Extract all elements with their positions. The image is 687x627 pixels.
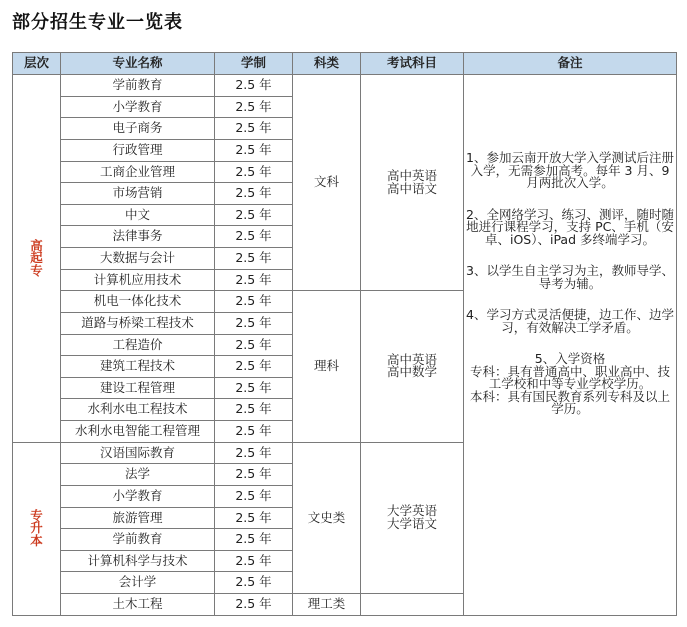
level-char: 高 [30, 237, 43, 253]
exam-subjects-cell [361, 442, 464, 593]
duration-cell: 2.5 年 [215, 464, 293, 486]
major-name-cell: 行政管理 [61, 139, 215, 161]
major-name-cell: 大数据与会计 [61, 248, 215, 270]
header-notes: 备注 [464, 53, 677, 75]
major-name-cell: 水利水电工程技术 [61, 399, 215, 421]
header-level: 层次 [13, 53, 61, 75]
major-name-cell: 中文 [61, 204, 215, 226]
category-cell: 理科 [293, 291, 361, 442]
level-char: 本 [30, 532, 43, 548]
table-body [13, 75, 677, 616]
duration-cell: 2.5 年 [215, 529, 293, 551]
note-line: 专科：具有普通高中、职业高中、技工学校和中等专业学校学历。 [469, 363, 670, 391]
duration-cell: 2.5 年 [215, 550, 293, 572]
majors-table [12, 52, 677, 616]
duration-cell: 2.5 年 [215, 399, 293, 421]
category-cell: 文史类 [293, 442, 361, 593]
duration-cell: 2.5 年 [215, 248, 293, 270]
level-char: 升 [30, 520, 43, 536]
category-cell: 理工类 [293, 594, 361, 616]
category-cell: 文科 [293, 75, 361, 291]
exam-subjects-cell [361, 594, 464, 616]
major-name-cell: 市场营销 [61, 183, 215, 205]
header-category: 科类 [293, 53, 361, 75]
major-name-cell: 会计学 [61, 572, 215, 594]
exam-subject: 高中语文 [386, 180, 437, 196]
note-paragraph: 1、参加云南开放大学入学测试后注册入学，无需参加高考。每年 3 月、9 月两批次入学。 [466, 150, 674, 190]
major-name-cell: 工商企业管理 [61, 161, 215, 183]
duration-cell: 2.5 年 [215, 269, 293, 291]
major-name-cell: 法律事务 [61, 226, 215, 248]
major-name-cell: 机电一体化技术 [61, 291, 215, 313]
duration-cell: 2.5 年 [215, 291, 293, 313]
major-name-cell: 道路与桥梁工程技术 [61, 312, 215, 334]
exam-subject: 大学语文 [386, 515, 437, 531]
duration-cell: 2.5 年 [215, 594, 293, 616]
duration-cell: 2.5 年 [215, 204, 293, 226]
duration-cell: 2.5 年 [215, 118, 293, 140]
page-title: 部分招生专业一览表 [12, 12, 183, 33]
level-char: 专 [30, 507, 43, 523]
level-cell [13, 442, 61, 615]
duration-cell: 2.5 年 [215, 161, 293, 183]
duration-cell: 2.5 年 [215, 139, 293, 161]
exam-subject: 高中英语 [386, 168, 437, 184]
note-line: 本科：具有国民教育系列专科及以上学历。 [469, 388, 670, 416]
exam-subjects-cell [361, 75, 464, 291]
duration-cell: 2.5 年 [215, 377, 293, 399]
duration-cell: 2.5 年 [215, 312, 293, 334]
major-name-cell: 计算机科学与技术 [61, 550, 215, 572]
major-name-cell: 土木工程 [61, 594, 215, 616]
header-major: 专业名称 [61, 53, 215, 75]
note-paragraph: 3、以学生自主学习为主，教师导学、导考为辅。 [466, 263, 674, 291]
duration-cell: 2.5 年 [215, 96, 293, 118]
header-exam: 考试科目 [361, 53, 464, 75]
major-name-cell: 法学 [61, 464, 215, 486]
exam-subject: 大学英语 [386, 503, 437, 519]
exam-subjects-cell [361, 291, 464, 442]
duration-cell: 2.5 年 [215, 226, 293, 248]
duration-cell: 2.5 年 [215, 334, 293, 356]
table-row [13, 75, 677, 97]
exam-subject: 高中数学 [386, 364, 437, 380]
duration-cell: 2.5 年 [215, 485, 293, 507]
duration-cell: 2.5 年 [215, 75, 293, 97]
exam-subject: 高中英语 [386, 351, 437, 367]
duration-cell: 2.5 年 [215, 572, 293, 594]
major-name-cell: 水利水电智能工程管理 [61, 421, 215, 443]
note-paragraph: 4、学习方式灵活便捷，边工作、边学习，有效解决工学矛盾。 [466, 307, 674, 335]
level-cell [13, 75, 61, 443]
major-name-cell: 小学教育 [61, 485, 215, 507]
duration-cell: 2.5 年 [215, 356, 293, 378]
level-char: 起 [30, 250, 43, 266]
duration-cell: 2.5 年 [215, 442, 293, 464]
major-name-cell: 汉语国际教育 [61, 442, 215, 464]
duration-cell: 2.5 年 [215, 183, 293, 205]
notes-cell [464, 75, 677, 616]
header-duration: 学制 [215, 53, 293, 75]
major-name-cell: 旅游管理 [61, 507, 215, 529]
table-header-row [13, 53, 677, 75]
note-line: 5、入学资格 [534, 351, 606, 366]
major-name-cell: 计算机应用技术 [61, 269, 215, 291]
major-name-cell: 小学教育 [61, 96, 215, 118]
major-name-cell: 建设工程管理 [61, 377, 215, 399]
major-name-cell: 建筑工程技术 [61, 356, 215, 378]
duration-cell: 2.5 年 [215, 421, 293, 443]
major-name-cell: 电子商务 [61, 118, 215, 140]
major-name-cell: 学前教育 [61, 75, 215, 97]
major-name-cell: 工程造价 [61, 334, 215, 356]
major-name-cell: 学前教育 [61, 529, 215, 551]
level-char: 专 [30, 262, 43, 278]
note-paragraph: 2、全网络学习、练习、测评，随时随地进行课程学习，支持 PC、手机（安卓、iOS）、iPad 多终端学习。 [466, 206, 674, 247]
duration-cell: 2.5 年 [215, 507, 293, 529]
